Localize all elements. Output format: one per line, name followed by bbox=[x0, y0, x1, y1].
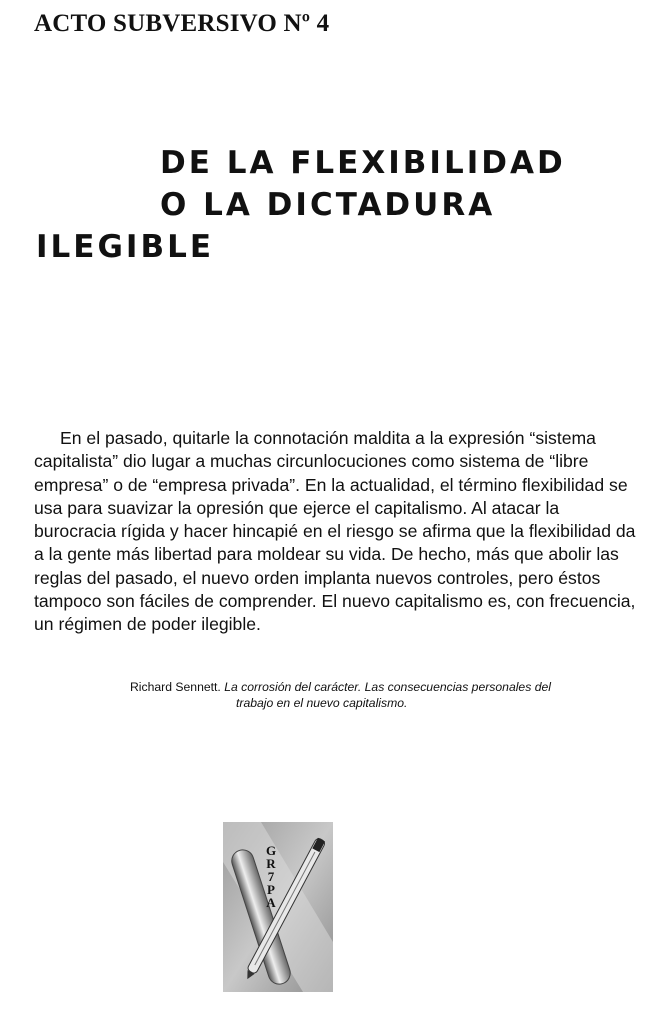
citation-work-line-1: La corrosión del carácter. Las consecuencias personales del bbox=[224, 680, 551, 694]
page-title bbox=[36, 142, 566, 268]
page-header: ACTO SUBVERSIVO Nº 4 bbox=[34, 10, 330, 37]
citation-work-line-2: trabajo en el nuevo capitalismo. bbox=[236, 696, 408, 710]
grupa-logo bbox=[223, 822, 333, 992]
svg-text:7: 7 bbox=[267, 869, 275, 884]
svg-text:P: P bbox=[267, 882, 275, 897]
crossed-pens-logo-icon bbox=[223, 822, 333, 992]
title-line-2: O LA DICTADURA bbox=[160, 187, 496, 223]
svg-text:G: G bbox=[265, 843, 277, 858]
title-line-3: ILEGIBLE bbox=[36, 229, 215, 265]
citation bbox=[130, 679, 630, 711]
citation-author: Richard Sennett. bbox=[130, 680, 221, 694]
title-line-1: DE LA FLEXIBILIDAD bbox=[160, 145, 566, 181]
svg-text:R: R bbox=[266, 856, 276, 871]
quote-paragraph: En el pasado, quitarle la connotación maldita a la expresión “sistema capitalista” dio lugar a muchas circunlocuciones como sistema de “libre empresa” o de “empresa privada”. En la actualidad, el término flexibilidad se usa para suavizar la opresión que ejerce el capitalismo. Al atacar la burocracia rígida y hacer hincapié en el riesgo se afirma que la flexibilidad da a la gente más libertad para moldear su vida. De hecho, más que abolir las reglas del pasado, el nuevo orden implanta nuevos controles, pero éstos tampoco son fáciles de comprender. El nuevo capitalismo es, con frecuencia, un régimen de poder ilegible. bbox=[34, 428, 636, 635]
svg-text:A: A bbox=[266, 895, 276, 910]
